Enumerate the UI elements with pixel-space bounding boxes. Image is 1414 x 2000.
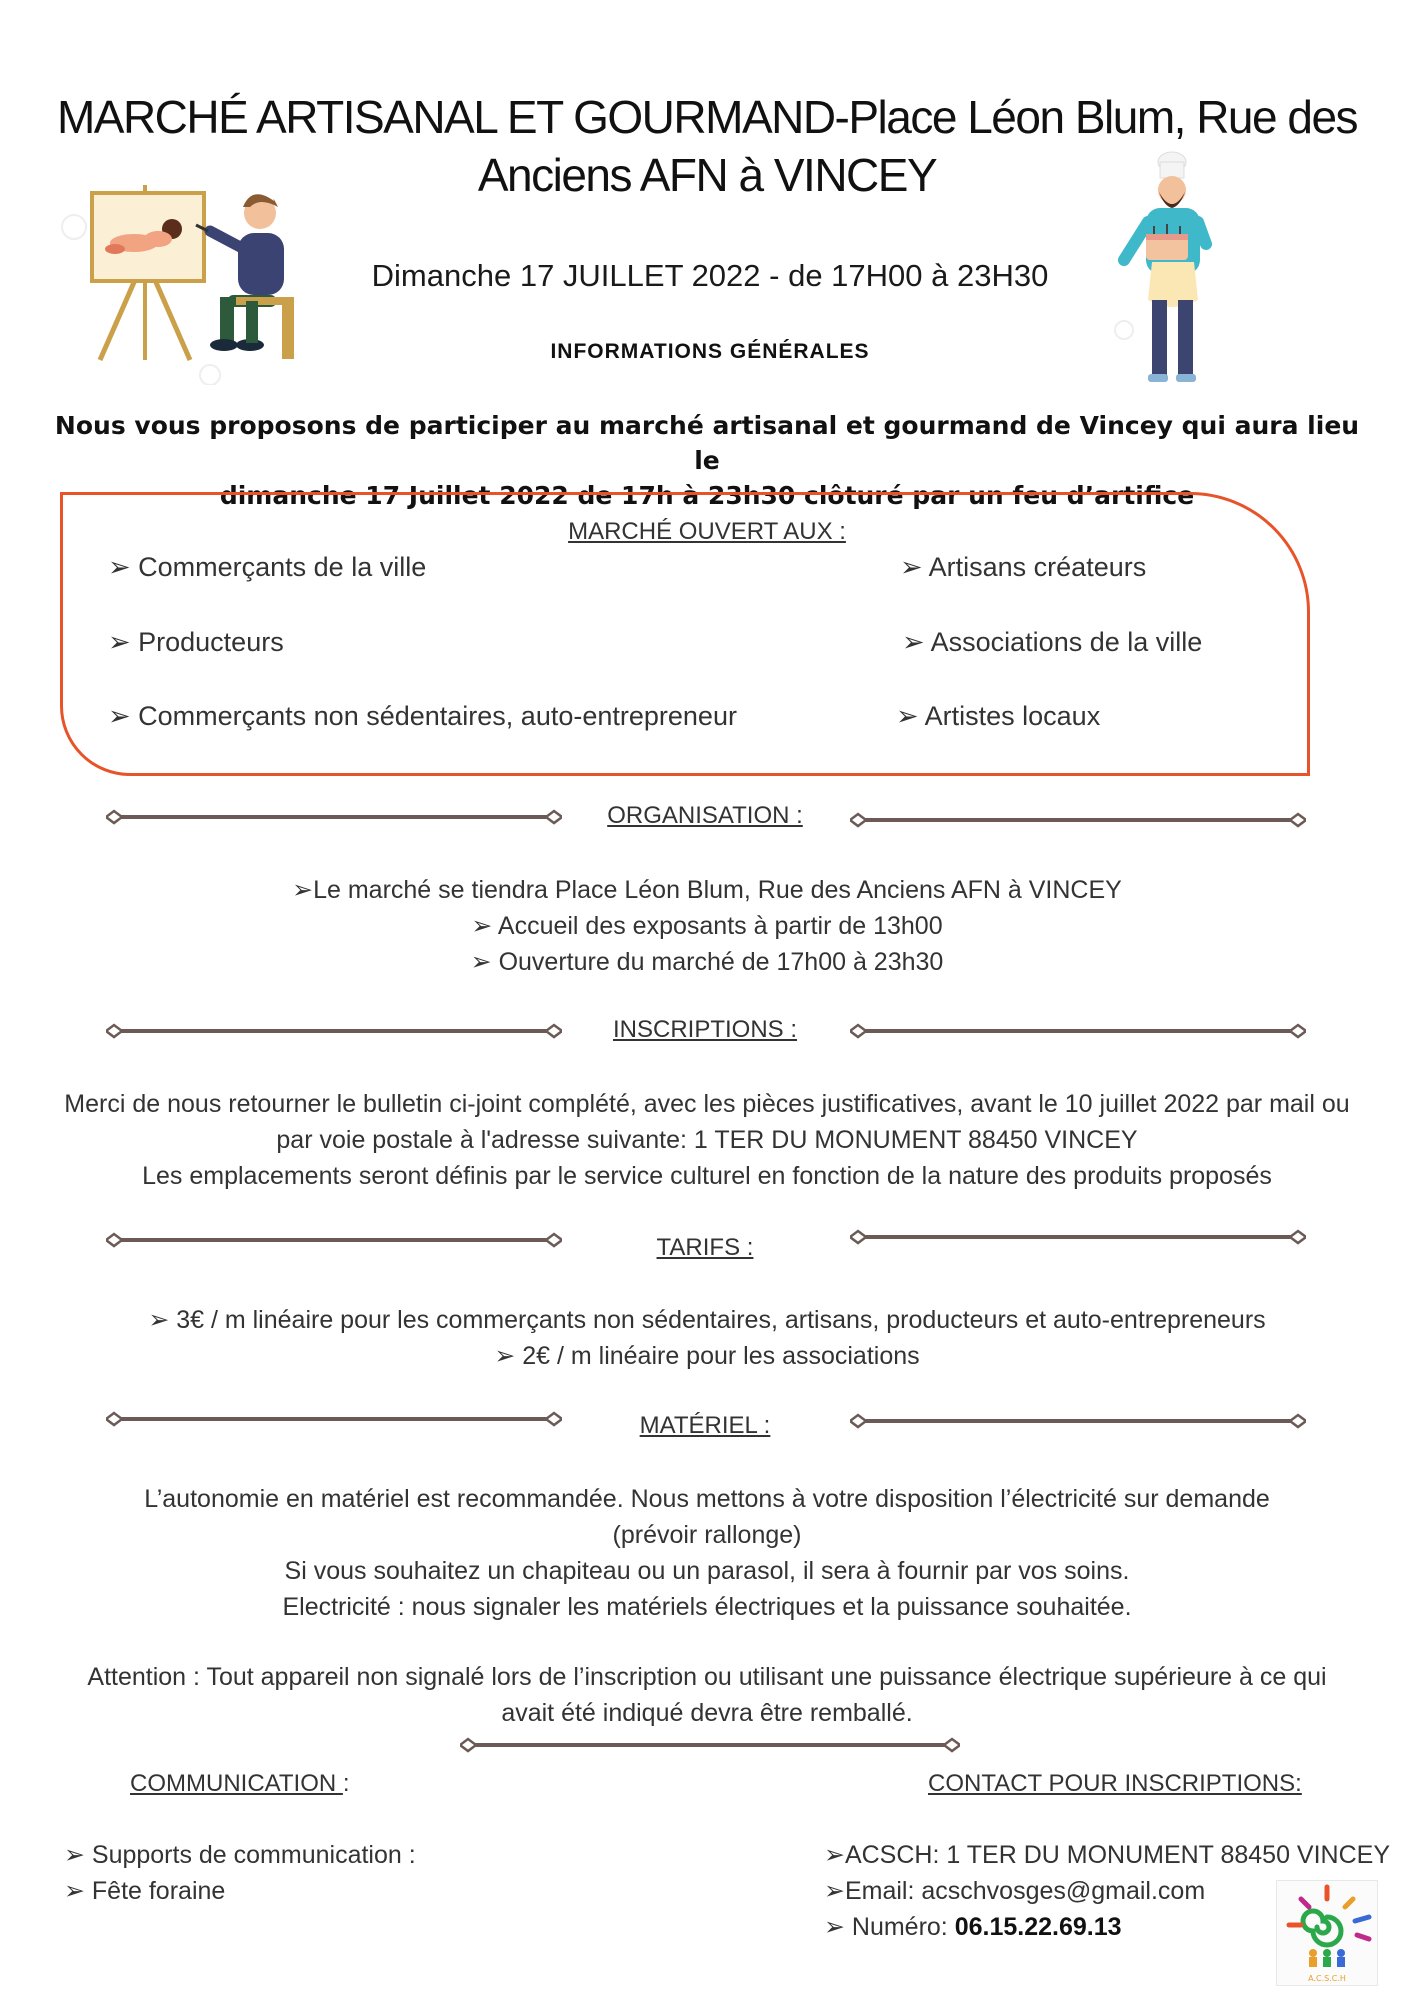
- event-date: Dimanche 17 JUILLET 2022 - de 17H00 à 23H30: [371, 258, 1049, 293]
- warning-line: avait été indiqué devra être remballé.: [501, 1699, 913, 1727]
- organisation-line: ➢ Ouverture du marché de 17h00 à 23h30: [470, 948, 944, 976]
- divider-left: [106, 807, 562, 827]
- communication-heading: [130, 1770, 350, 1798]
- divider-left: [106, 1021, 562, 1041]
- warning-text: [30, 1659, 1384, 1731]
- market-item: ➢ Producteurs: [108, 627, 284, 657]
- acsch-logo: [1276, 1880, 1378, 1986]
- title-line-2: Anciens AFN à VINCEY: [477, 149, 937, 201]
- market-item: ➢ Artisans créateurs: [900, 552, 1147, 582]
- divider-left: [106, 1230, 562, 1250]
- painter-illustration: [60, 185, 320, 385]
- logo-text: A.C.S.C.H: [1308, 1974, 1346, 1983]
- tarifs-text: [30, 1302, 1384, 1374]
- organisation-text: [30, 872, 1384, 980]
- contact-phone: [824, 1909, 1122, 1945]
- divider-center: [460, 1735, 960, 1755]
- market-item: ➢ Commerçants de la ville: [108, 552, 427, 582]
- materiel-heading: MATÉRIEL :: [639, 1412, 771, 1439]
- communication-item: ➢ Supports de communication :: [64, 1841, 416, 1869]
- tarifs-line: ➢ 3€ / m linéaire pour les commerçants non sédentaires, artisans, producteurs et auto-entrepreneurs: [148, 1306, 1266, 1334]
- intro-line-2: dimanche 17 Juillet 2022 de 17h à 23h30 clôturé par un feu d’artifice: [219, 481, 1195, 510]
- communication-item: ➢ Fête foraine: [64, 1877, 226, 1905]
- organisation-line: ➢ Accueil des exposants à partir de 13h00: [471, 912, 943, 940]
- inscriptions-line: par voie postale à l'adresse suivante: 1 TER DU MONUMENT 88450 VINCEY: [276, 1126, 1138, 1154]
- inscriptions-heading: INSCRIPTIONS :: [612, 1016, 798, 1043]
- contact-email[interactable]: ➢Email: acschvosges@gmail.com: [824, 1877, 1206, 1905]
- communication-heading-colon: :: [342, 1770, 350, 1797]
- warning-line: Attention : Tout appareil non signalé lors de l’inscription ou utilisant une puissance électrique supérieure à ce qui: [87, 1663, 1327, 1691]
- contact-address: ➢ACSCH: 1 TER DU MONUMENT 88450 VINCEY: [824, 1841, 1390, 1869]
- divider-right: [850, 1021, 1306, 1041]
- communication-heading-text: COMMUNICATION: [130, 1770, 343, 1797]
- materiel-text: [30, 1481, 1384, 1625]
- inscriptions-line: Merci de nous retourner le bulletin ci-joint complété, avec les pièces justificatives, avant le 10 juillet 2022 par mail ou: [64, 1090, 1350, 1118]
- info-heading: INFORMATIONS GÉNÉRALES: [550, 340, 870, 363]
- tarifs-line: ➢ 2€ / m linéaire pour les associations: [494, 1342, 920, 1370]
- materiel-line: Electricité : nous signaler les matériels électriques et la puissance souhaitée.: [282, 1593, 1132, 1621]
- divider-right: [850, 1411, 1306, 1431]
- divider-right: [850, 1227, 1306, 1247]
- organisation-line: ➢Le marché se tiendra Place Léon Blum, Rue des Anciens AFN à VINCEY: [292, 876, 1122, 904]
- market-heading: MARCHÉ OUVERT AUX :: [568, 518, 846, 545]
- title-line-1: MARCHÉ ARTISANAL ET GOURMAND-Place Léon Blum, Rue des: [56, 91, 1358, 143]
- market-item: ➢ Artistes locaux: [896, 701, 1101, 731]
- contact-heading: CONTACT POUR INSCRIPTIONS:: [928, 1770, 1302, 1797]
- materiel-line: Si vous souhaitez un chapiteau ou un parasol, il sera à fournir par vos soins.: [284, 1557, 1130, 1585]
- inscriptions-line: Les emplacements seront définis par le service culturel en fonction de la nature des produits proposés: [142, 1162, 1272, 1190]
- market-item: ➢ Associations de la ville: [902, 627, 1203, 657]
- market-item: ➢ Commerçants non sédentaires, auto-entrepreneur: [108, 701, 737, 731]
- materiel-line: (prévoir rallonge): [612, 1521, 802, 1549]
- organisation-heading: ORGANISATION :: [607, 802, 803, 829]
- materiel-line: L’autonomie en matériel est recommandée. Nous mettons à votre disposition l’électricité sur demande: [144, 1485, 1270, 1513]
- tarifs-heading: TARIFS :: [656, 1234, 754, 1261]
- inscriptions-text: [30, 1086, 1384, 1194]
- divider-right: [850, 810, 1306, 830]
- baker-illustration: [1110, 150, 1230, 390]
- phone-label: ➢ Numéro:: [824, 1913, 955, 1941]
- phone-number[interactable]: 06.15.22.69.13: [954, 1913, 1122, 1941]
- intro-line-1: Nous vous proposons de participer au marché artisanal et gourmand de Vincey qui aura lieu le: [54, 411, 1360, 475]
- divider-left: [106, 1409, 562, 1429]
